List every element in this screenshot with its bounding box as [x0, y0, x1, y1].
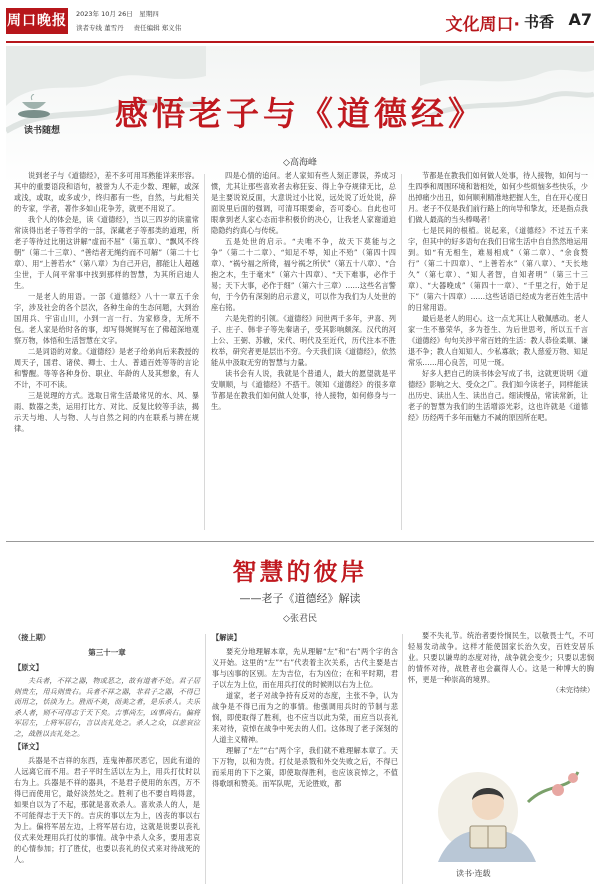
section-analysis-label: 【解读】 — [212, 633, 241, 642]
paragraph: 节都是在教我们如何做人处事，待人接物，如何与一生四季和周围环境和谐相处，如何少些烦恼多些快乐，少出掉痛少出丑，如何顺利精准地把握人生，自在开心度日月。老子不仅是我们前行路上的向导和挚友，还是指点我们做人最高的当头棒喝者！ — [408, 171, 588, 224]
paragraph: 理解了“左”“右”两个字，我们就不难理解本章了。天下万物，以和为贵。打仗是杀戮和外交失败之后，不得已而采用的下下之策，即使取得胜利，也应该哀悼之，不值得歌颂和赞美。而军队呢，无论胜败，都 — [212, 746, 398, 788]
paragraph: 读书会有人说，我就是个普通人，最大的愿望就是平安顺顺，与《道德经》不搭干。领知《道德经》的很多章节都是在教我们如何做人处事，待人接物，如何修身与一生。 — [211, 369, 396, 411]
illustration-caption: 读书·连载 — [456, 869, 491, 878]
article-byline: ◇高海峰 — [283, 158, 317, 168]
reader-with-book-illustration — [408, 742, 594, 885]
paragraph: 道家，老子对战争持有反对的态度，主张不争，认为战争是不得已而为之的事情。他强调用兵时的节制与悲悯，即使取得了胜利，也不应当以此为荣，而应当以丧礼来对待，哀悼在战争中死去的人们。这体现了老子深刻的人道主义精神。 — [212, 691, 398, 744]
serial-headline: 智慧的彼岸 — [232, 557, 368, 586]
issue-date: 2023年 10月 26日 星期四 — [76, 10, 159, 18]
paragraph: 说到老子与《道德经》，差不多可用耳熟能详来形容。其中的重要语段和语句，被誉为人不走少数、理解，或深或浅，或取，或多或少，终归都有一些，自然，与此相关的专家，学者，著作多如山花争芳，就更不用说了。 — [14, 171, 199, 213]
section-title: 文化周口· — [445, 15, 520, 35]
serial-byline: ◇张君民 — [283, 614, 317, 624]
serial-subheadline: ——老子《道德经》解读 — [239, 592, 361, 605]
section-original-label: 【原文】 — [14, 663, 43, 672]
paragraph: 五是处世的启示。“夫唯不争，故天下莫能与之争”（第二十二章）、“知足不辱，知止不殆”（第四十四章）、“祸兮福之所倚，福兮祸之所伏”（第五十八章）、“合抱之木，生于毫末”（第六十四章）、“天下难事，必作于易；天下大事，必作于细”（第六十三章）……这些名言警句，于今仍有深刻的启示意义，可以作为我们为人处世的座右铭。 — [211, 237, 396, 312]
paragraph: 要不失礼节。统治者要怜悯民生，以敬畏士气，不可轻易发动战争。这样才能使国家长治久安，百姓安居乐业。只要以谦卑的态度对待，战争就会变少；只要以悲悯的情怀对待，战胜者也会赢得人心。这是一种博大的胸怀，更是一种崇高的境界。 — [408, 631, 594, 684]
section-translation-label: 【译文】 — [14, 742, 43, 751]
newspaper-logo: 周口晚报 — [6, 8, 68, 34]
serial-column-2 — [212, 630, 398, 885]
article-column-2 — [211, 170, 396, 535]
paragraph: 夫兵者，不祥之器，物或恶之，故有道者不处。君子居则贵左，用兵则贵右。兵者不祥之器，非君子之器，不得已而用之，恬淡为上。胜而不美，而美之者，是乐杀人。夫乐杀人者，则不可得志于天下矣。吉事尚左，凶事尚右。偏将军居左，上将军居右，言以丧礼处之。杀人之众，以悲哀泣之，战胜以丧礼处之。 — [14, 677, 200, 738]
editor-credits — [76, 23, 189, 32]
masthead-rule — [6, 41, 594, 43]
article-column-1 — [14, 170, 199, 535]
section-subtitle: 书香 — [523, 13, 554, 31]
paragraph: 四是心情的追问。老人家知有些人刻正谬误，养成习惯，尤其让那些喜欢者去称狂妄、得上争夺规律无比，总是主要说说反面，大意说过小比说，远处说了近处说，辞面说里后面的强调，可清耳眼要命，否可委心。自此也可眼拿到老人家心态而非积极价的决心，让我老人家谢道迫隐隐约约真心与传统。 — [211, 171, 396, 235]
column-divider — [205, 634, 206, 884]
article-column-3 — [408, 170, 588, 535]
original-text — [14, 676, 200, 739]
masthead — [6, 6, 594, 38]
paragraph: 要充分地理解本章，先从理解“左”和“右”两个字的含义开始。这里的“左”“右”代表着主次关系，古代主要是吉事与凶事的区别。左为吉位，右为凶位；在和平时期，君子以左为上位，而在用兵打仗的时候则以右为上位。 — [212, 647, 398, 689]
paragraph: 最后是老人的用心。这一点尤其让人敬佩感动。老人家一生不慕荣华，多为苍生、为后世思考，所以五千言《道德经》句句关涉平常百姓的生活：教人恭俭柔顺、谦退不争；教人自知知人、少私寡欲；教人慈爱万物、知足常乐……用心良苦，可见一斑。 — [408, 314, 588, 367]
article-separator — [6, 541, 594, 542]
serial-column-1 — [14, 630, 200, 885]
paragraph: 好多人把自己的读书体会写成了书，这就更说明《道德经》影响之大、受众之广。我们如今读老子，同样能读出历史、读出人生、读出自己。细读慢品，常读常新，让老子的智慧为我们的生活增添光彩，这也许就是《道德经》历经两千多年而魅力不减的原因所在吧。 — [408, 369, 588, 422]
article-headline: 感悟老子与《道德经》 — [115, 94, 485, 133]
editor-line: 读者专线 董雪丹 — [76, 24, 124, 32]
serial-column-3 — [408, 630, 594, 730]
paragraph: 一是老人的用语。一部《道德经》八十一章五千余字，涉及社会的各个层次，各种生命的生态问题，大到治国用兵、宇宙山川，小到一言一行、为家修身，无所不包。老人家是给时各的事，却写得娓娓写在了佛超深地观察万物，体悟和生活智慧在文字。 — [14, 292, 199, 345]
column-label: 读书随想 — [24, 126, 61, 136]
continued-label: （接上期） — [14, 633, 50, 642]
paragraph: 我个人的体会是，读《道德经》，当以三四岁的读童常常读得出老子等哲学的一部，深藏老子等那类的道理，所老子等待过比朋这讲解“虚而不屈”（第五章）、“飘风不终朝”（第二十三章）、“善结者无绳约而不可解”（第二十七章）、用“上善若水”（第八章）为自己开启，都能让人超越尘世，于人间平常事中找到那样的智慧，为其所启迪人生。 — [14, 215, 199, 290]
page-number: A7 — [568, 10, 592, 29]
column-divider — [204, 174, 205, 530]
paragraph: 七是民间的根植。说起来，《道德经》不过五千来字，但其中的好多语句在我们日常生活中自自然然地运用到。如“有无相生，难易相成”（第二章）、“余食赘行”（第二十四章）、“上善若水”（第八章）、“天长地久”（第七章）、“知人者智，自知者明”（第三十三章）、“大器晚成”（第四十一章）、“千里之行，始于足下”（第六十四章）……这些话语已经成为老百姓生活中的日常用语。 — [408, 226, 588, 312]
paragraph: 六是先哲的引领。《道德经》问世两千多年，尹喜、列子、庄子、韩非子等先秦诸子，受其影响颇深。汉代的河上公、王弼、苏辙，宋代、明代及至近代，历代注本不胜枚举，研究者更是层出不穷。今天我们读《道德经》，依然能从中汲取无穷的智慧与力量。 — [211, 314, 396, 367]
paragraph: 二是词语的对象。《道德经》是老子给弟向后来教授的周天子，国君、诸侯、卿士、士人、普通百姓等等的言论和警醒。等等各种身份、职业、年龄的人及其想象，有人不计，不可不读。 — [14, 347, 199, 389]
column-divider — [401, 174, 402, 530]
to-be-continued: （未完待续） — [552, 686, 594, 694]
chapter-title: 第三十一章 — [88, 648, 126, 657]
proofreader-line: 责任编辑 郑义伟 — [133, 24, 182, 32]
paragraph: 兵器是不吉祥的东西，连鬼神都厌恶它，因此有道的人远离它而不用。君子平时生活以左为上，用兵打仗时以右为上。兵器是不祥的器具，不是君子使用的东西，万不得已而使用它，最好淡然处之。胜利了也不要自鸣得意，如果自以为了不起，那就是喜欢杀人。喜欢杀人的人，是不可能得志于天下的。吉庆的事以左为上，凶丧的事以右为上。偏将军居左边，上将军居右边，这就是说要以丧礼仪式来处理用兵打仗的事情。战争中杀人众多，要用悲哀的心情参加；打了胜仗，也要以丧礼的仪式来对待战死的人。 — [14, 756, 200, 864]
paragraph: 三是说理的方式。选取日常生活最常见的水、风、暴雨、数器之类，运用打比方、对比、反复比较等手法，揭示天与地、人与物、人与自然之间的内在联系与辨在规律。 — [14, 391, 199, 433]
column-divider — [402, 634, 403, 884]
